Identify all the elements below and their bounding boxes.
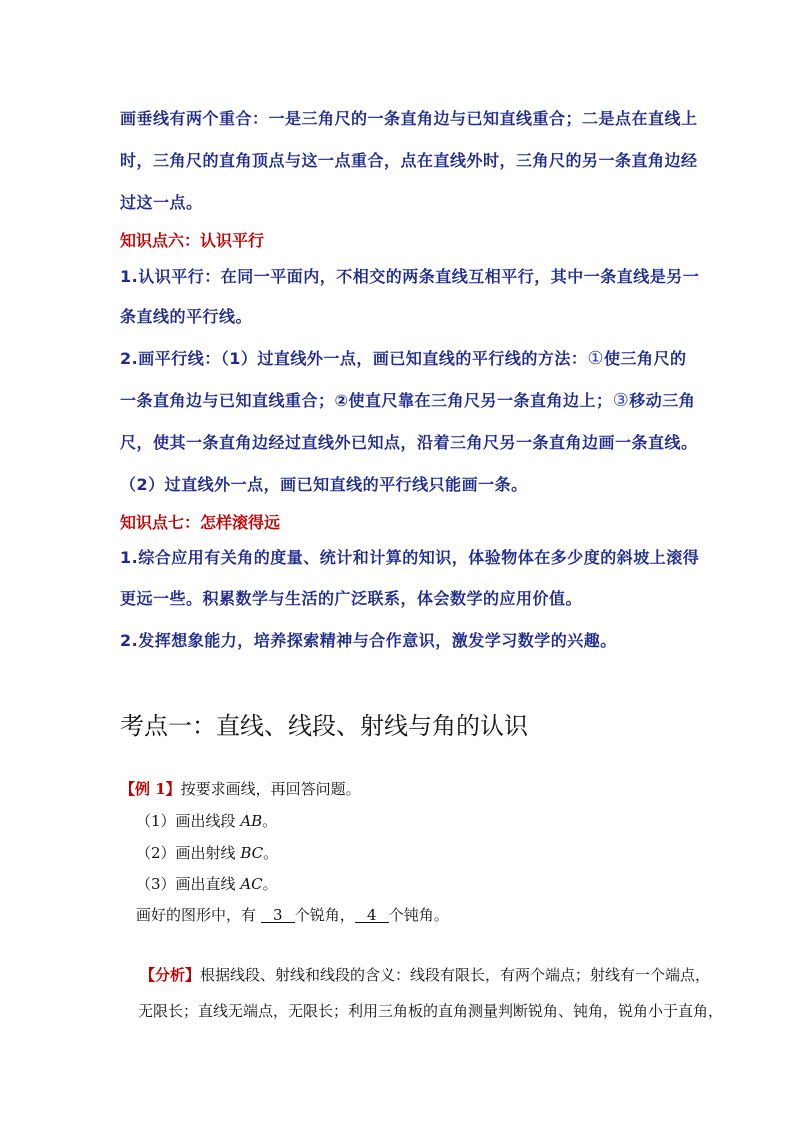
item-3-var: AC (240, 875, 263, 893)
question-line (136, 904, 449, 925)
item-3 (136, 873, 278, 894)
kp5-line3: 过这一点。 (120, 193, 203, 212)
kp7-p1-line2: 更远一些。积累数学与生活的广泛联系，体会数学的应用价值。 (120, 589, 583, 608)
kp7-p2: 2.发挥想象能力，培养探索精神与合作意识，激发学习数学的兴趣。 (120, 631, 617, 650)
answer-blank-acute: 3 (261, 908, 295, 923)
question-prefix: 画好的图形中，有 (136, 906, 261, 924)
kp7-p1-line1: 1.综合应用有关角的度量、统计和计算的知识，体验物体在多少度的斜坡上滚得 (120, 548, 700, 567)
item-3-end: 。 (262, 875, 278, 893)
item-2-var: BC (240, 844, 264, 862)
question-middle: 个锐角， (294, 906, 355, 924)
example-text: 按要求画线，再回答问题。 (180, 780, 361, 798)
kp6-p1-line1: 1.认识平行：在同一平面内，不相交的两条直线互相平行，其中一条直线是另一 (120, 267, 700, 286)
section-heading: 考点一：直线、线段、射线与角的认识 (120, 712, 528, 740)
answer-blank-obtuse: 4 (355, 908, 389, 923)
item-1-var: AB (240, 812, 263, 830)
item-1 (136, 810, 277, 831)
kp7-title: 知识点七：怎样滚得远 (120, 513, 281, 532)
circled-one: ① (587, 348, 604, 369)
item-2-text: （2）画出射线 (136, 844, 241, 862)
kp5-line2: 时，三角尺的直角顶点与这一点重合，点在直线外时，三角尺的另一条直角边经 (120, 151, 698, 170)
kp5-line1: 画垂线有两个重合：一是三角尺的一条直角边与已知直线重合；二是点在直线上 (120, 109, 698, 128)
question-suffix: 个钝角。 (388, 906, 449, 924)
kp6-p2-line4: （2）过直线外一点，画已知直线的平行线只能画一条。 (120, 475, 528, 494)
kp6-p2-line2-text: 一条直角边与已知直线重合；②使直尺靠在三角尺另一条直角边上； (120, 391, 613, 410)
item-2-end: 。 (263, 844, 279, 862)
example-line (120, 778, 361, 799)
analysis-line1 (140, 964, 710, 985)
kp6-p2-line3: 尺，使其一条直角边经过直线外已知点，沿着三角尺另一条直角边画一条直线。 (120, 433, 698, 452)
kp6-p2-line1-end: 使三角尺的 (604, 349, 687, 368)
item-1-end: 。 (262, 812, 278, 830)
analysis-line2: 无限长；直线无端点，无限长；利用三角板的直角测量判断锐角、钝角，锐角小于直角， (138, 1002, 724, 1020)
item-1-text: （1）画出线段 (136, 812, 241, 830)
example-tag: 【例 1】 (120, 780, 181, 798)
kp6-p2-line1 (120, 346, 687, 369)
kp6-p2-line1-text: 2.画平行线：（1）过直线外一点，画已知直线的平行线的方法： (120, 349, 588, 368)
analysis-text-1: 根据线段、射线和线段的含义：线段有限长，有两个端点；射线有一个端点， (200, 966, 711, 984)
kp6-p2-line2 (120, 388, 695, 411)
item-3-text: （3）画出直线 (136, 875, 241, 893)
kp6-title: 知识点六：认识平行 (120, 231, 265, 250)
kp6-p1-line2: 条直线的平行线。 (120, 307, 253, 326)
circled-three: ③ (612, 390, 630, 411)
kp6-p2-line2-end: 移动三角 (629, 391, 696, 410)
analysis-tag: 【分析】 (140, 966, 201, 984)
item-2 (136, 842, 278, 863)
